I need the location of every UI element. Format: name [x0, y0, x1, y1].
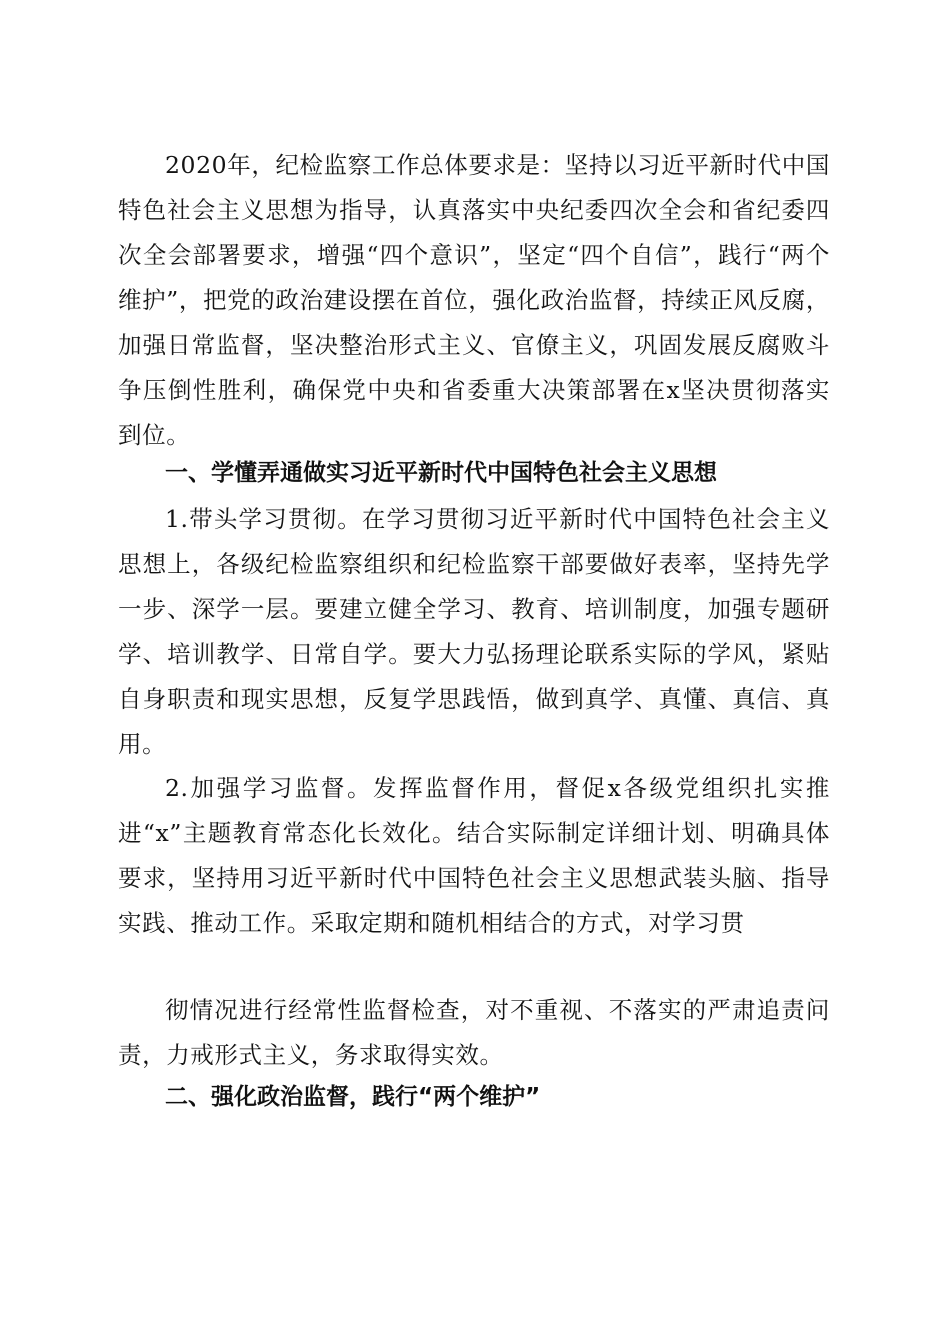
body-paragraph-3: 彻情况进行经常性监督检查，对不重视、不落实的严肃追责问责，力戒形式主义，务求取得实效。: [118, 996, 830, 1069]
section-heading-2: 二、强化政治监督，践行“两个维护”: [165, 1084, 541, 1110]
intro-paragraph: 2020年，纪检监察工作总体要求是：坚持以习近平新时代中国特色社会主义思想为指导，认真落实中央纪委四次全会和省纪委四次全会部署要求，增强“四个意识”，坚定“四个自信”，践行“两个维护”，把党的政治建设摆在首位，强化政治监督，持续正风反腐，加强日常监督，坚决整治形式主义、官僚主义，巩固发展反腐败斗争压倒性胜利，确保党中央和省委重大决策部署在x坚决贯彻落实到位。: [118, 151, 830, 449]
section-heading-1: 一、学懂弄通做实习近平新时代中国特色社会主义思想: [165, 460, 717, 486]
body-paragraph-1: 1.带头学习贯彻。在学习贯彻习近平新时代中国特色社会主义思想上，各级纪检监察组织和纪检监察干部要做好表率，坚持先学一步、深学一层。要建立健全学习、教育、培训制度，加强专题研学、培训教学、日常自学。要大力弘扬理论联系实际的学风，紧贴自身职责和现实思想，反复学思践悟，做到真学、真懂、真信、真用。: [118, 505, 830, 758]
body-paragraph-2: 2.加强学习监督。发挥监督作用，督促x各级党组织扎实推进“x”主题教育常态化长效化。结合实际制定详细计划、明确具体要求，坚持用习近平新时代中国特色社会主义思想武装头脑、指导实践、推动工作。采取定期和随机相结合的方式，对学习贯: [118, 774, 830, 937]
